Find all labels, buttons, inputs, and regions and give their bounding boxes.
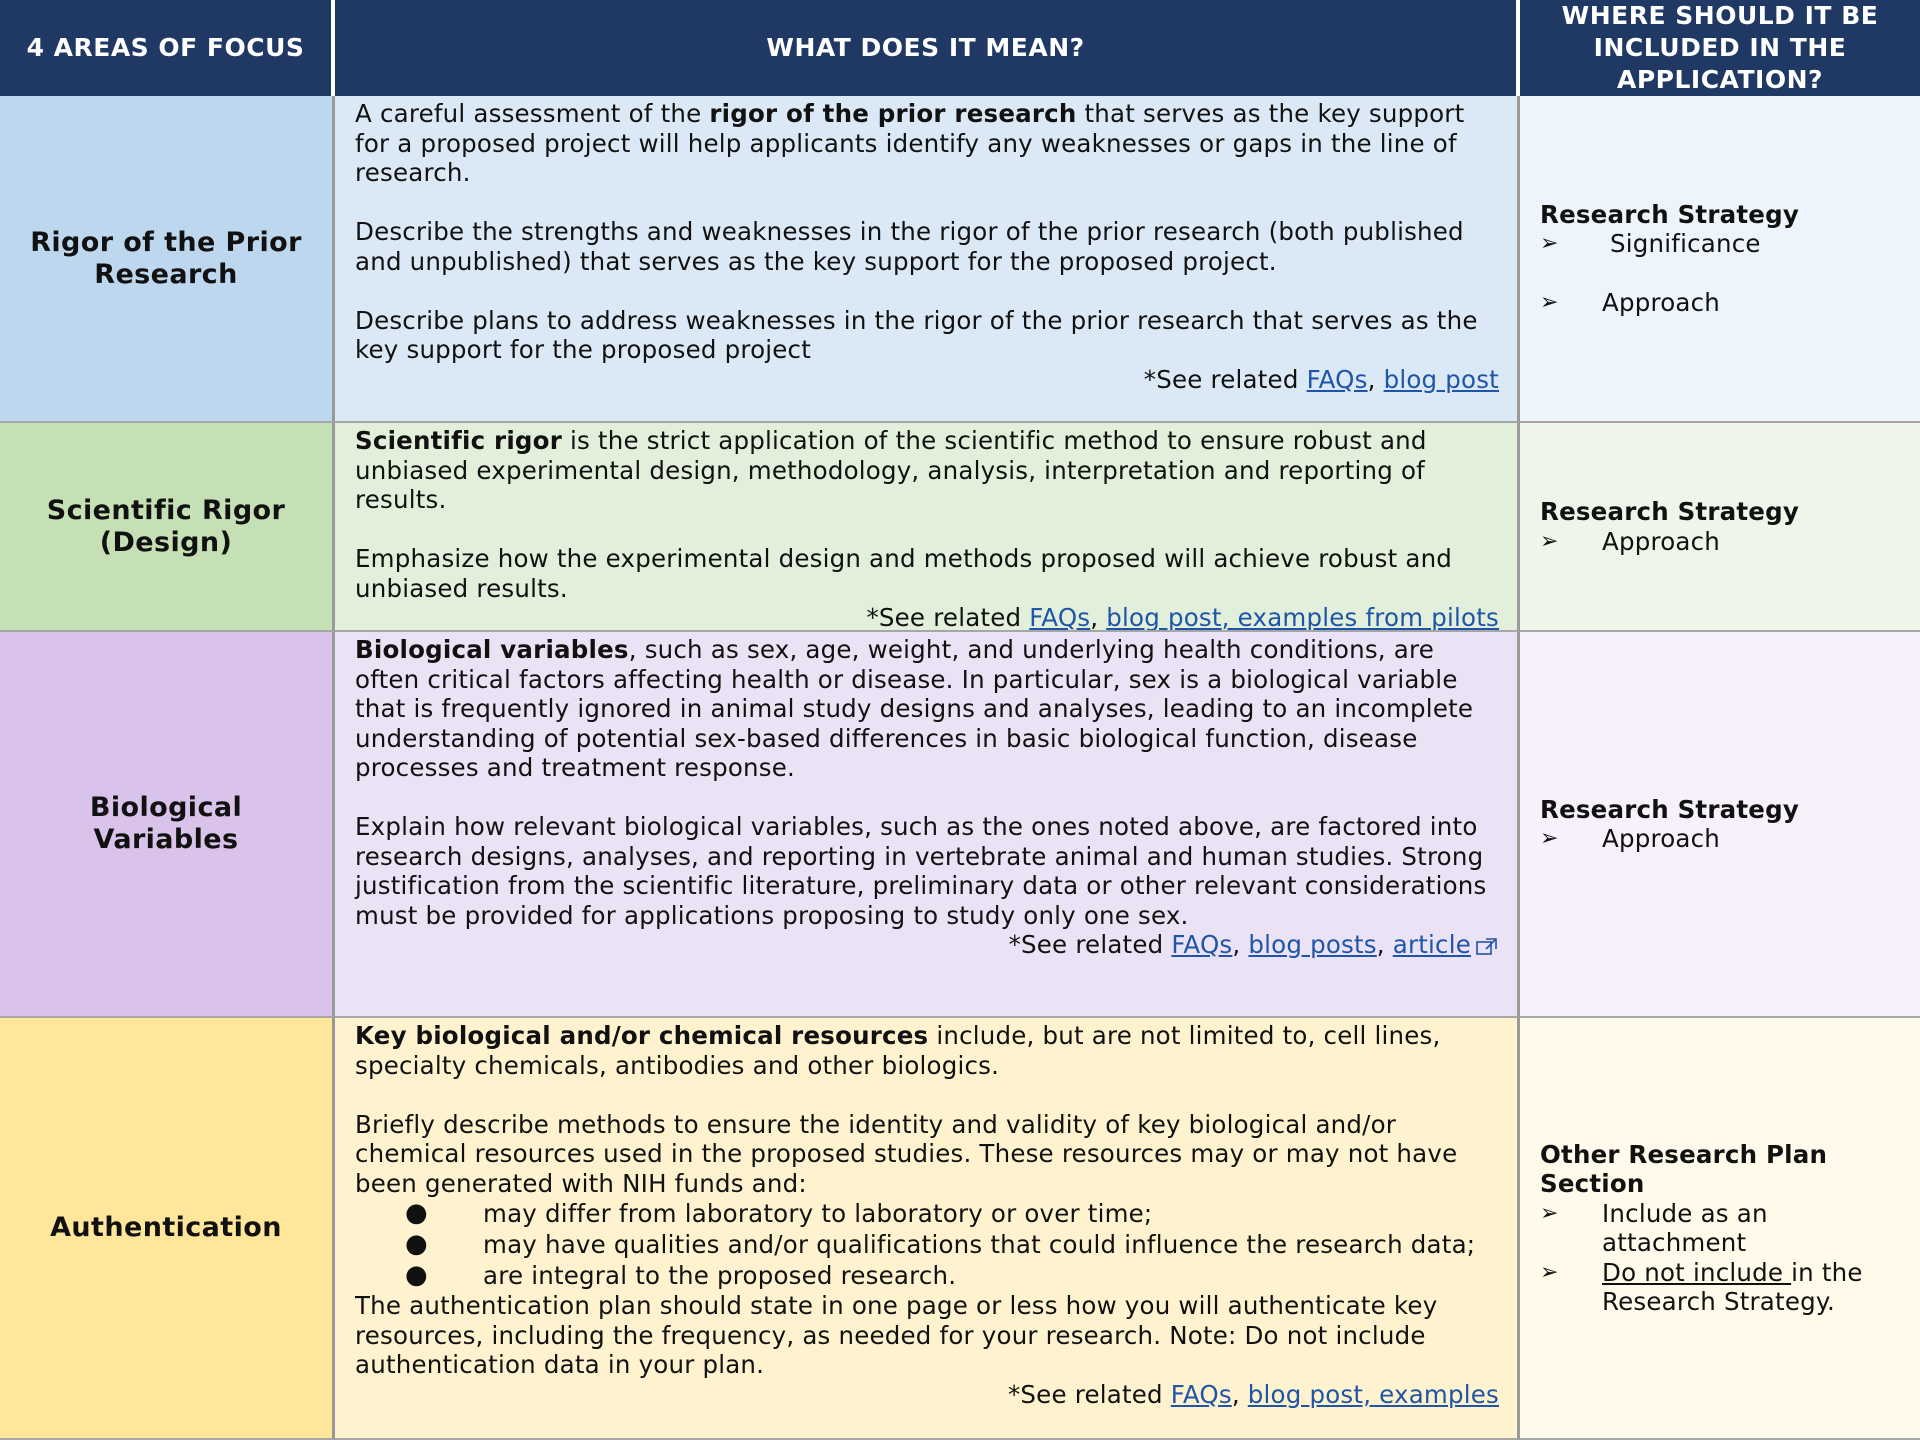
blog-posts-link[interactable]: blog posts [1248,930,1377,959]
arrow-bullet-icon: ➢ [1540,1200,1559,1226]
where-title: Research Strategy [1540,497,1799,526]
see-related: *See related FAQs, blog posts, article [355,930,1499,960]
faqs-link[interactable]: FAQs [1170,1379,1232,1409]
blog-post-link[interactable]: blog post [1383,364,1499,394]
see-related: *See related FAQs, blog post, examples from pilots [866,603,1499,632]
where-title: Research Strategy [1540,794,1799,824]
arrow-bullet-icon: ➢ [1540,528,1559,554]
header-what-does-it-mean: WHAT DOES IT MEAN? [335,0,1520,96]
where-title: Research Strategy [1540,199,1799,229]
faqs-link[interactable]: FAQs [1029,603,1091,632]
focus-rigor-prior-research: Rigor of the Prior Research [0,96,335,423]
where-item: ➢ Approach [1540,526,1720,556]
paragraph: Scientific rigor is the strict application of the scientific method to ensure robust and unbiased experimental design, methodology, analysis, interpretation and reporting of results. [355,426,1427,514]
blog-post-link[interactable]: blog post [1106,603,1222,632]
where-title: Other Research Plan Section [1540,1139,1828,1198]
meaning-rigor-prior-research [335,96,1520,423]
paragraph: Key biological and/or chemical resources include, but are not limited to, cell lines, specialty chemicals, antibodies and other biologics. [355,1021,1441,1080]
focus-scientific-rigor: Scientific Rigor (Design) [0,423,335,632]
focus-authentication: Authentication [0,1018,335,1440]
paragraph: Describe plans to address weaknesses in the rigor of the prior research that serves as the key support for the proposed project [355,305,1478,364]
faqs-link[interactable]: FAQs [1306,364,1368,394]
meaning-authentication [335,1018,1520,1440]
paragraph: The authentication plan should state in one page or less how you will authenticate key resources, including the frequency, as needed for your research. Note: Do not include authentication data in your plan. [355,1291,1438,1379]
where-item: ➢ Approach [1540,287,1720,317]
faqs-link[interactable]: FAQs [1171,930,1233,959]
paragraph: Describe the strengths and weaknesses in the rigor of the prior research (both published and unpublished) that serves as the key support for the proposed project. [355,217,1464,276]
header-where-included: WHERE SHOULD IT BE INCLUDED IN THE APPLICATION? [1520,0,1920,96]
where-biological-variables [1520,632,1920,1018]
list-item: ● are integral to the proposed research. [405,1260,957,1290]
paragraph: A careful assessment of the rigor of the prior research that serves as the key support for a proposed project will help applicants identify any weaknesses or gaps in the line of research. [355,99,1465,187]
blog-post-examples-link[interactable]: blog post, examples [1247,1379,1499,1409]
see-related: *See related FAQs, blog post [1143,364,1499,394]
paragraph: Briefly describe methods to ensure the identity and validity of key biological and/or chemical resources used in the proposed studies. These resources may or may not have been generated with NIH funds and: [355,1109,1458,1198]
external-link-icon[interactable] [1475,936,1499,956]
see-related: *See related FAQs, blog post, examples [1007,1379,1499,1409]
where-authentication [1520,1018,1920,1440]
where-scientific-rigor [1520,423,1920,632]
meaning-biological-variables [335,632,1520,1018]
bullet-list [355,1198,1499,1291]
bullet-icon: ● [405,1229,428,1259]
arrow-bullet-icon: ➢ [1540,289,1559,315]
where-rigor-prior-research [1520,96,1920,423]
where-item: ➢ Include as an attachment [1540,1198,1768,1257]
article-link[interactable]: article [1392,930,1471,959]
bullet-icon: ● [405,1260,428,1290]
paragraph: Explain how relevant biological variables, such as the ones noted above, are factored into research designs, analyses, and reporting in vertebrate animal and human studies. Strong justification from the scientific literature, preliminary data or other relevant considerations must be provided for applications proposing to study only one sex. [355,812,1487,930]
bullet-icon: ● [405,1198,428,1228]
where-item: ➢ Significance [1540,229,1761,259]
meaning-scientific-rigor [335,423,1520,632]
where-item: ➢ Do not include in the Research Strategy. [1540,1257,1863,1316]
arrow-bullet-icon: ➢ [1540,1259,1559,1285]
focus-biological-variables: Biological Variables [0,632,335,1018]
where-item: ➢ Approach [1540,824,1720,853]
arrow-bullet-icon: ➢ [1540,826,1559,851]
paragraph: Emphasize how the experimental design and methods proposed will achieve robust and unbiased results. [355,544,1453,603]
examples-from-pilots-link[interactable]: examples from pilots [1237,603,1499,632]
paragraph: Biological variables, such as sex, age, weight, and underlying health conditions, are often critical factors affecting health or disease. In particular, sex is a biological variable that is frequently ignored in animal study designs and analyses, leading to an incomplete understanding of potential sex-based differences in basic biological function, disease processes and treatment response. [355,635,1474,782]
header-areas-of-focus: 4 AREAS OF FOCUS [0,0,335,96]
arrow-bullet-icon: ➢ [1540,231,1559,257]
list-item: ● may have qualities and/or qualifications that could influence the research data; [405,1229,1476,1259]
list-item: ● may differ from laboratory to laboratory or over time; [405,1198,1153,1228]
